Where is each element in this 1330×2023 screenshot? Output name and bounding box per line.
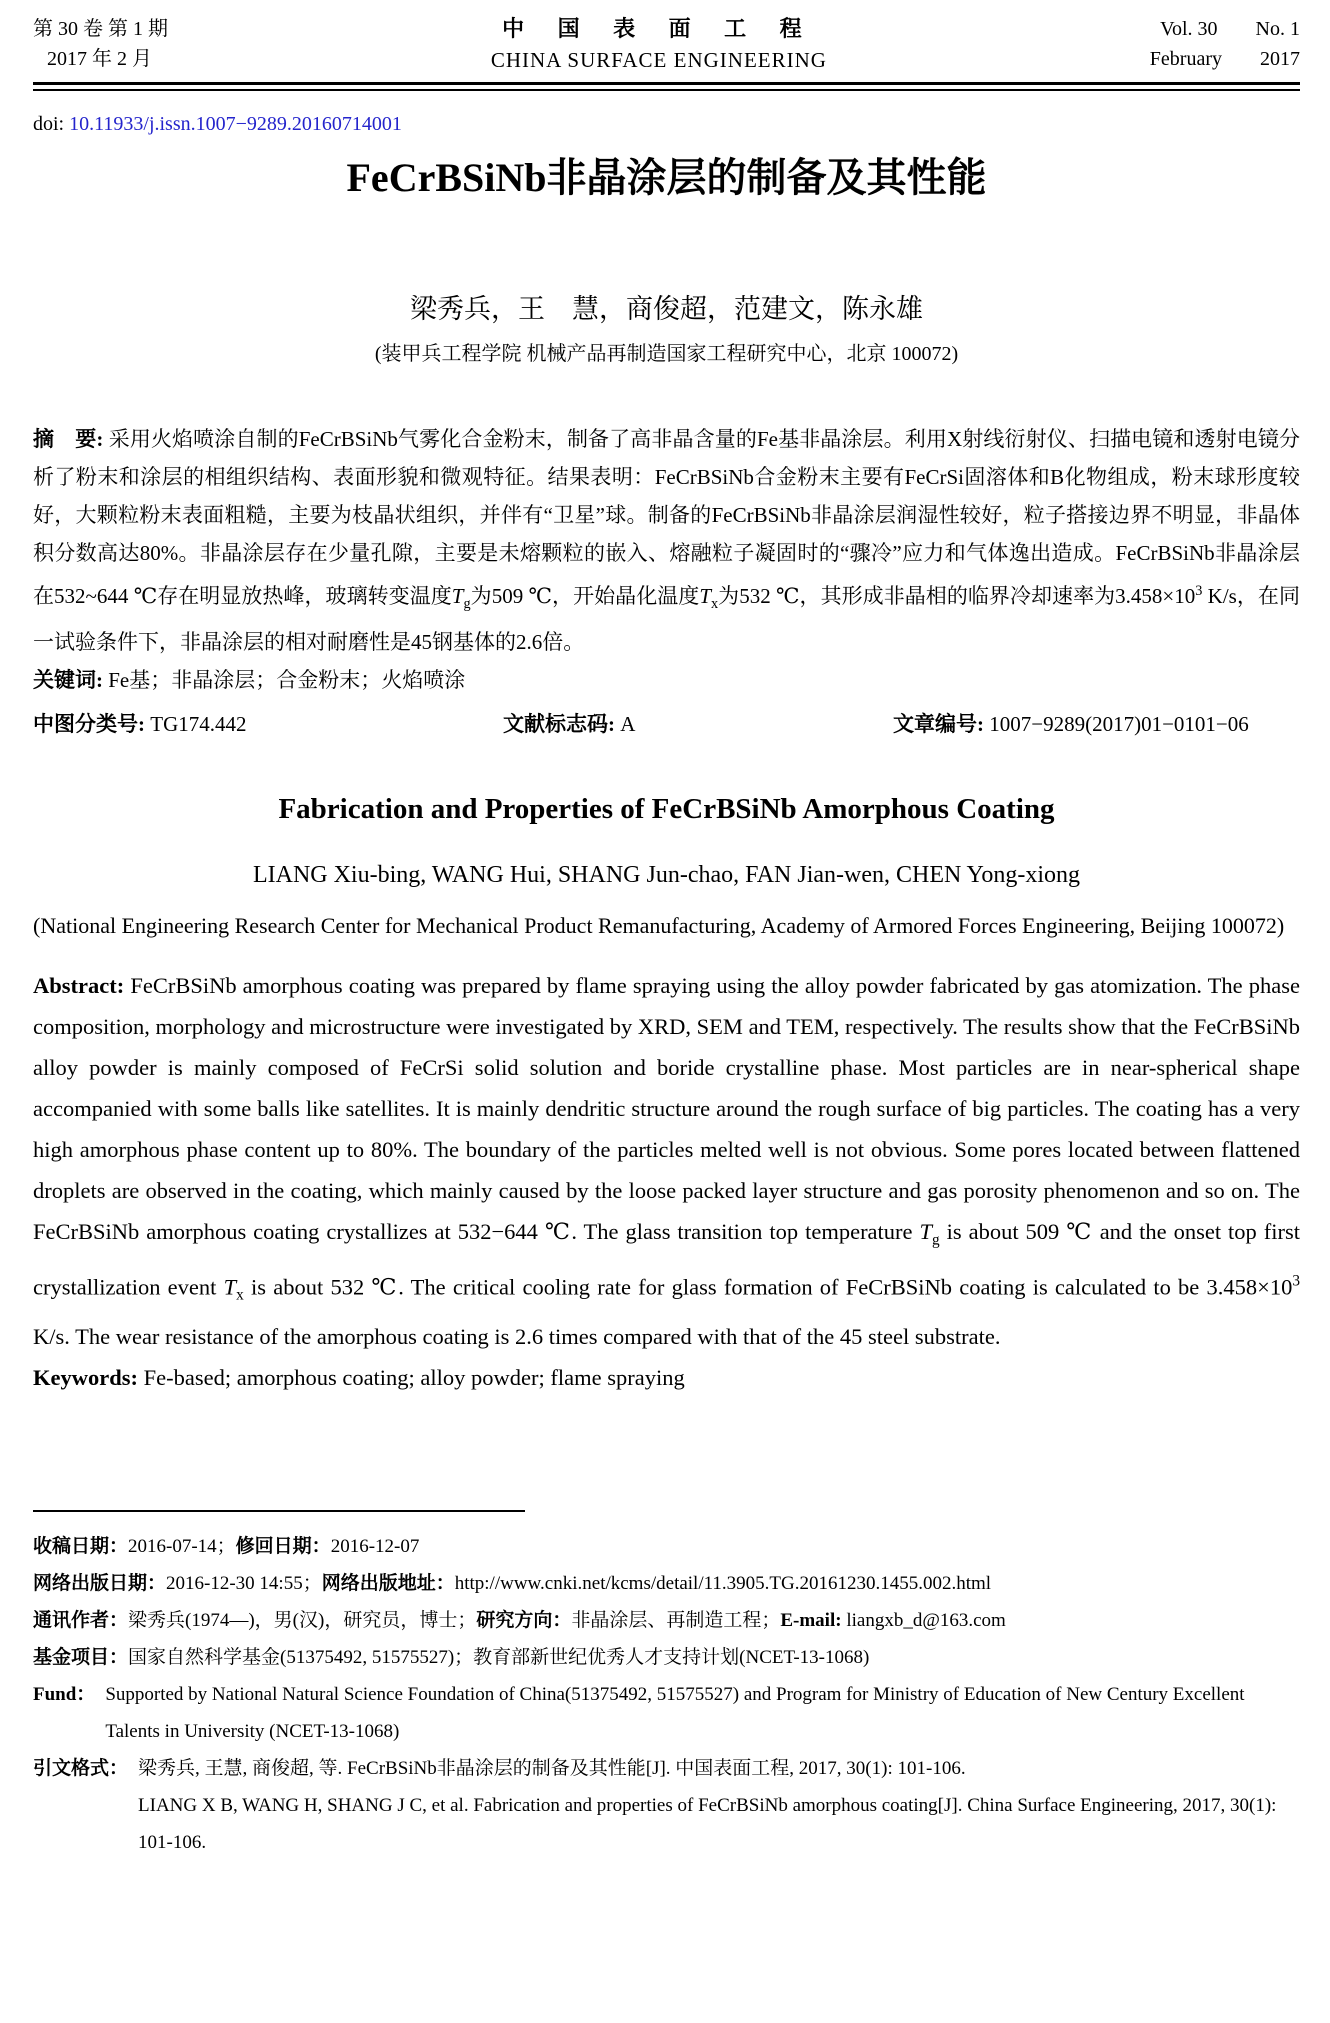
fund-line-cn: 基金项目：国家自然科学基金(51375492, 51575527)；教育部新世纪优秀人才支持计划(NCET-13-1068) xyxy=(33,1646,870,1668)
citation-body xyxy=(138,1750,1300,1861)
citation-en: LIANG X B, WANG H, SHANG J C, et al. Fabrication and properties of FeCrBSiNb amorphous coating[J]. China Surface Engineering, 2017, 30(1): 101-106. xyxy=(138,1794,1277,1853)
citation-block xyxy=(33,1750,1300,1861)
keywords-en: Keywords: Fe-based; amorphous coating; alloy powder; flame spraying xyxy=(33,1364,685,1390)
authors-en: LIANG Xiu-bing, WANG Hui, SHANG Jun-chao, FAN Jian-wen, CHEN Yong-xiong xyxy=(252,862,1081,889)
fund-text-en: Supported by National Natural Science Foundation of China(51375492, 51575527) and Program for Ministry of Education of New Century Excellent Talents in University (NCET-13-1068) xyxy=(105,1683,1245,1742)
article-title-en: Fabrication and Properties of FeCrBSiNb Amorphous Coating xyxy=(278,793,1055,826)
volume-issue-cn: 第 30 卷 第 1 期 xyxy=(33,18,168,40)
classification-row xyxy=(33,705,1300,743)
abstract-cn: 摘 要: 采用火焰喷涂自制的FeCrBSiNb气雾化合金粉末，制备了高非晶含量的Fe基非晶涂层。利用X射线衍射仪、扫描电镜和透射电镜分析了粉末和涂层的相组织结构、表面形貌和微观特征。结果表明：FeCrBSiNb合金粉末主要有FeCrSi固溶体和B化物组成，粉末球形度较好，大颗粒粉末表面粗糙，主要为枝晶状组织，并伴有“卫星”球。制备的FeCrBSiNb非晶涂层润湿性较好，粒子搭接边界不明显，非晶体积分数高达80%。非晶涂层存在少量孔隙，主要是未熔颗粒的嵌入、熔融粒子凝固时的“骤冷”应力和气体逸出造成。FeCrBSiNb非晶涂层在532~644 ℃存在明显放热峰，玻璃转变温度$T_g$为509 ℃，开始晶化温度$T_x$为532 ℃，其形成非晶相的临界冷却速率为$3.458\times 10^3$ K/s，在同一试验条件下，非晶涂层的相对耐磨性是45钢基体的2.6倍。 xyxy=(33,427,1300,655)
online-publication-line: 网络出版日期：2016-12-30 14:55；网络出版地址：http://www.cnki.net/kcms/detail/11.3905.TG.20161230.1455.002.html xyxy=(33,1572,992,1594)
citation-cn: 梁秀兵, 王慧, 商俊超, 等. FeCrBSiNb非晶涂层的制备及其性能[J]. 中国表面工程, 2017, 30(1): 101-106. xyxy=(138,1757,966,1779)
affiliation-en: (National Engineering Research Center for Mechanical Product Remanufacturing, Academy of Armored Forces Engineering, Beijing 100072) xyxy=(33,913,1285,939)
issue-info xyxy=(33,14,168,74)
issue-en: No. 1 xyxy=(1255,18,1300,40)
keywords-cn: 关键词: Fe基；非晶涂层；合金粉末；火焰喷涂 xyxy=(33,668,466,693)
citation-label: 引文格式： xyxy=(33,1757,129,1779)
clc-number: 中图分类号: TG174.442 xyxy=(33,712,247,737)
volume-en: Vol. 30 xyxy=(1160,18,1218,40)
article-title-cn: FeCrBSiNb非晶涂层的制备及其性能 xyxy=(346,155,987,200)
journal-title xyxy=(491,14,827,76)
doi-line xyxy=(33,113,1300,136)
month-en: February xyxy=(1149,48,1222,70)
article-id: 文章编号: 1007−9289(2017)01−0101−06 xyxy=(893,712,1249,737)
year-en: 2017 xyxy=(1259,48,1300,70)
doi-link[interactable]: 10.11933/j.issn.1007−9289.20160714001 xyxy=(69,113,402,135)
volume-info-en xyxy=(1150,14,1300,74)
affiliation-cn: (装甲兵工程学院 机械产品再制造国家工程研究中心，北京 100072) xyxy=(374,343,959,365)
doi-label: doi: xyxy=(33,113,70,135)
date-cn: 2017 年 2 月 xyxy=(47,48,152,70)
fund-line-en xyxy=(33,1676,1300,1750)
footnote-divider xyxy=(33,1510,525,1512)
footnotes xyxy=(33,1528,1300,1861)
fund-label-en: Fund： xyxy=(33,1683,96,1705)
journal-title-en: CHINA SURFACE ENGINEERING xyxy=(490,48,827,72)
journal-title-cn: 中 国 表 面 工 程 xyxy=(502,16,816,41)
journal-header xyxy=(33,14,1300,76)
document-code: 文献标志码: A xyxy=(503,712,636,737)
header-divider xyxy=(33,82,1300,91)
corresponding-author-line: 通讯作者：梁秀兵(1974—)，男(汉)，研究员，博士；研究方向：非晶涂层、再制造工程；E-mail: liangxb_d@163.com xyxy=(33,1609,1006,1631)
authors-cn: 梁秀兵，王 慧，商俊超，范建文，陈永雄 xyxy=(410,294,923,324)
received-date-line: 收稿日期：2016-07-14；修回日期：2016-12-07 xyxy=(33,1535,420,1557)
abstract-en: Abstract: FeCrBSiNb amorphous coating was prepared by flame spraying using the alloy powder fabricated by gas atomization. The phase composition, morphology and microstructure were investigated by XRD, SEM and TEM, respectively. The results show that the FeCrBSiNb alloy powder is mainly composed of FeCrSi solid solution and boride crystalline phase. Most particles are in near-spherical shape accompanied with some balls like satellites. It is mainly dendritic structure around the rough surface of big particles. The coating has a very high amorphous phase content up to 80%. The boundary of the particles melted well is not obvious. Some pores located between flattened droplets are observed in the coating, which mainly caused by the loose packed layer structure and gas porosity phenomenon and so on. The FeCrBSiNb amorphous coating crystallizes at 532−644 ℃. The glass transition top temperature $T_g$ is about 509 ℃ and the onset top first crystallization event $T_x$ is about 532 ℃. The critical cooling rate for glass formation of FeCrBSiNb coating is calculated to be $3.458\times 10^3$ K/s. The wear resistance of the amorphous coating is 2.6 times compared with that of the 45 steel substrate. xyxy=(33,973,1300,1349)
